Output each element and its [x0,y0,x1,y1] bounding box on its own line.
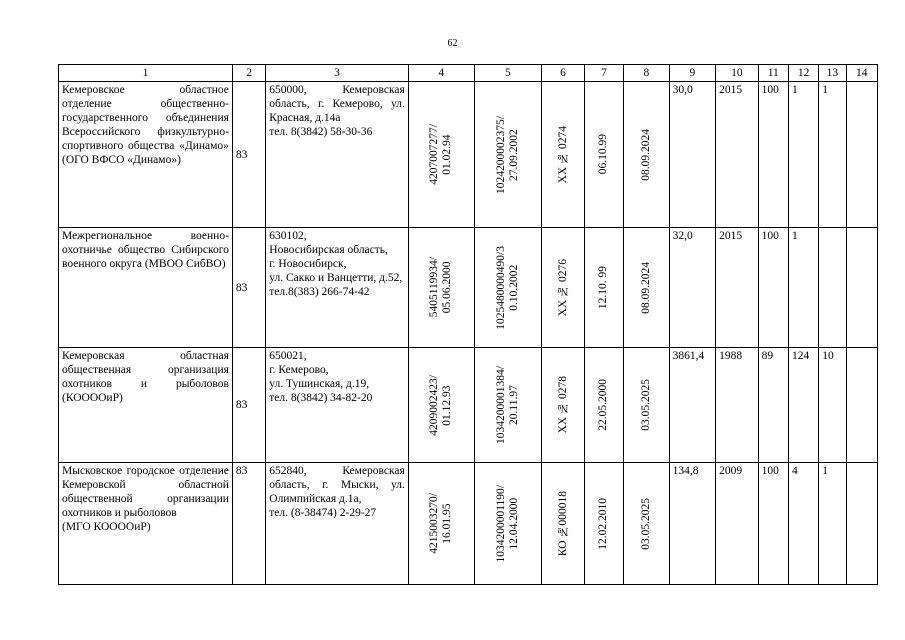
inn-date: 5405119934/ 05.06.2000 [428,257,454,318]
col-header-8: 8 [624,65,670,82]
cell-col-12: 1 [788,82,818,228]
cell-col-12: 4 [788,463,818,585]
col-header-12: 12 [788,65,818,82]
org-name: Мысковское городское отделение Кемеровской областной общественной организации охотников и рыболовов (МГО КООООиР) [59,463,233,585]
cell-col-13: 10 [819,348,846,463]
org-address: 650021, г. Кемерово, ул. Тушинская, д.19, тел. 8(3842) 34-82-20 [266,348,409,463]
col-header-11: 11 [758,65,788,82]
certificate-number: ХХ № 0278 [556,376,569,434]
expiry-date: 08.09.2024 [639,261,652,314]
col-header-9: 9 [669,65,716,82]
ogrn-date: 1034200001190/ 12.04.2000 [494,484,520,563]
inn-date: 4215003270/ 16.01.95 [428,493,454,554]
certificate-number: КО №000018 [556,490,569,557]
ogrn-date: 1034200001384/ 20.11.97 [494,366,520,444]
col-header-14: 14 [846,65,877,82]
cell-col-11: 100 [758,82,788,228]
org-address: 652840, Кемеровская область, г. Мыски, ул. Олимпийская д.1а, тел. (8-38474) 2-29-27 [266,463,409,585]
org-name: Межрегиональное военно-охотничье общество Сибирского военного округа (МВОО СибВО) [59,228,233,348]
ogrn-date: 1025480000490/3 0.10.2002 [494,245,520,330]
cell-col-9: 32,0 [669,228,716,348]
cell-col-11: 100 [758,228,788,348]
expiry-date: 03.05.2025 [639,497,652,550]
col-header-4: 4 [408,65,474,82]
region-code: 83 [232,348,265,463]
col-header-10: 10 [716,65,758,82]
inn-date: 4209002423/ 01.12.93 [428,374,454,436]
region-code: 83 [232,82,265,228]
org-name: Кемеровская областная общественная организация охотников и рыболовов (КООООиР) [59,348,233,463]
header-row [59,65,878,82]
issue-date: 12.02.2010 [597,497,610,550]
col-header-2: 2 [232,65,265,82]
issue-date: 12.10. 99 [597,265,610,310]
cell-col-9: 30,0 [669,82,716,228]
table-row [59,348,878,463]
col-header-1: 1 [59,65,233,82]
registry-table [58,64,878,585]
cell-col-12: 1 [788,228,818,348]
table-row [59,463,878,585]
ogrn-date: 1024200002375/ 27.09.2002 [494,115,520,194]
col-header-7: 7 [584,65,623,82]
expiry-date: 08.09.2024 [639,128,652,181]
cell-col-10: 2009 [716,463,758,585]
cell-col-9: 134,8 [669,463,716,585]
issue-date: 06.10.99 [597,134,610,175]
cell-col-10: 2015 [716,82,758,228]
certificate-number: ХХ № 0274 [556,125,569,184]
col-header-6: 6 [542,65,584,82]
cell-col-11: 89 [758,348,788,463]
expiry-date: 03.05.2025 [639,379,652,431]
col-header-5: 5 [474,65,542,82]
cell-col-10: 1988 [716,348,758,463]
region-code: 83 [232,463,265,585]
cell-col-11: 100 [758,463,788,585]
cell-col-13 [819,228,846,348]
cell-col-14 [846,228,877,348]
cell-col-9: 3861,4 [669,348,716,463]
col-header-13: 13 [819,65,846,82]
cell-col-14 [846,348,877,463]
col-header-3: 3 [266,65,409,82]
org-name: Кемеровское областное отделение общественно-государственного объединения Всероссийского физкультурно-спортивного общества «Динамо» (ОГО ВФСО «Динамо») [59,82,233,228]
org-address: 650000, Кемеровская область, г. Кемерово, ул. Красная, д.14а тел. 8(3842) 58-30-36 [266,82,409,228]
table-row [59,228,878,348]
cell-col-10: 2015 [716,228,758,348]
table-row [59,82,878,228]
cell-col-14 [846,82,877,228]
page-number: 62 [447,38,458,49]
certificate-number: ХХ № 0276 [556,258,569,317]
inn-date: 4207007277/ 01.02.94 [428,124,454,185]
issue-date: 22.05.2000 [597,379,610,431]
cell-col-13: 1 [819,82,846,228]
cell-col-12: 124 [788,348,818,463]
cell-col-14 [846,463,877,585]
org-address: 630102, Новосибирская область, г. Новосибирск, ул. Сакко и Ванцетти, д.52, тел.8(383) 266-74-42 [266,228,409,348]
cell-col-13: 1 [819,463,846,585]
region-code: 83 [232,228,265,348]
